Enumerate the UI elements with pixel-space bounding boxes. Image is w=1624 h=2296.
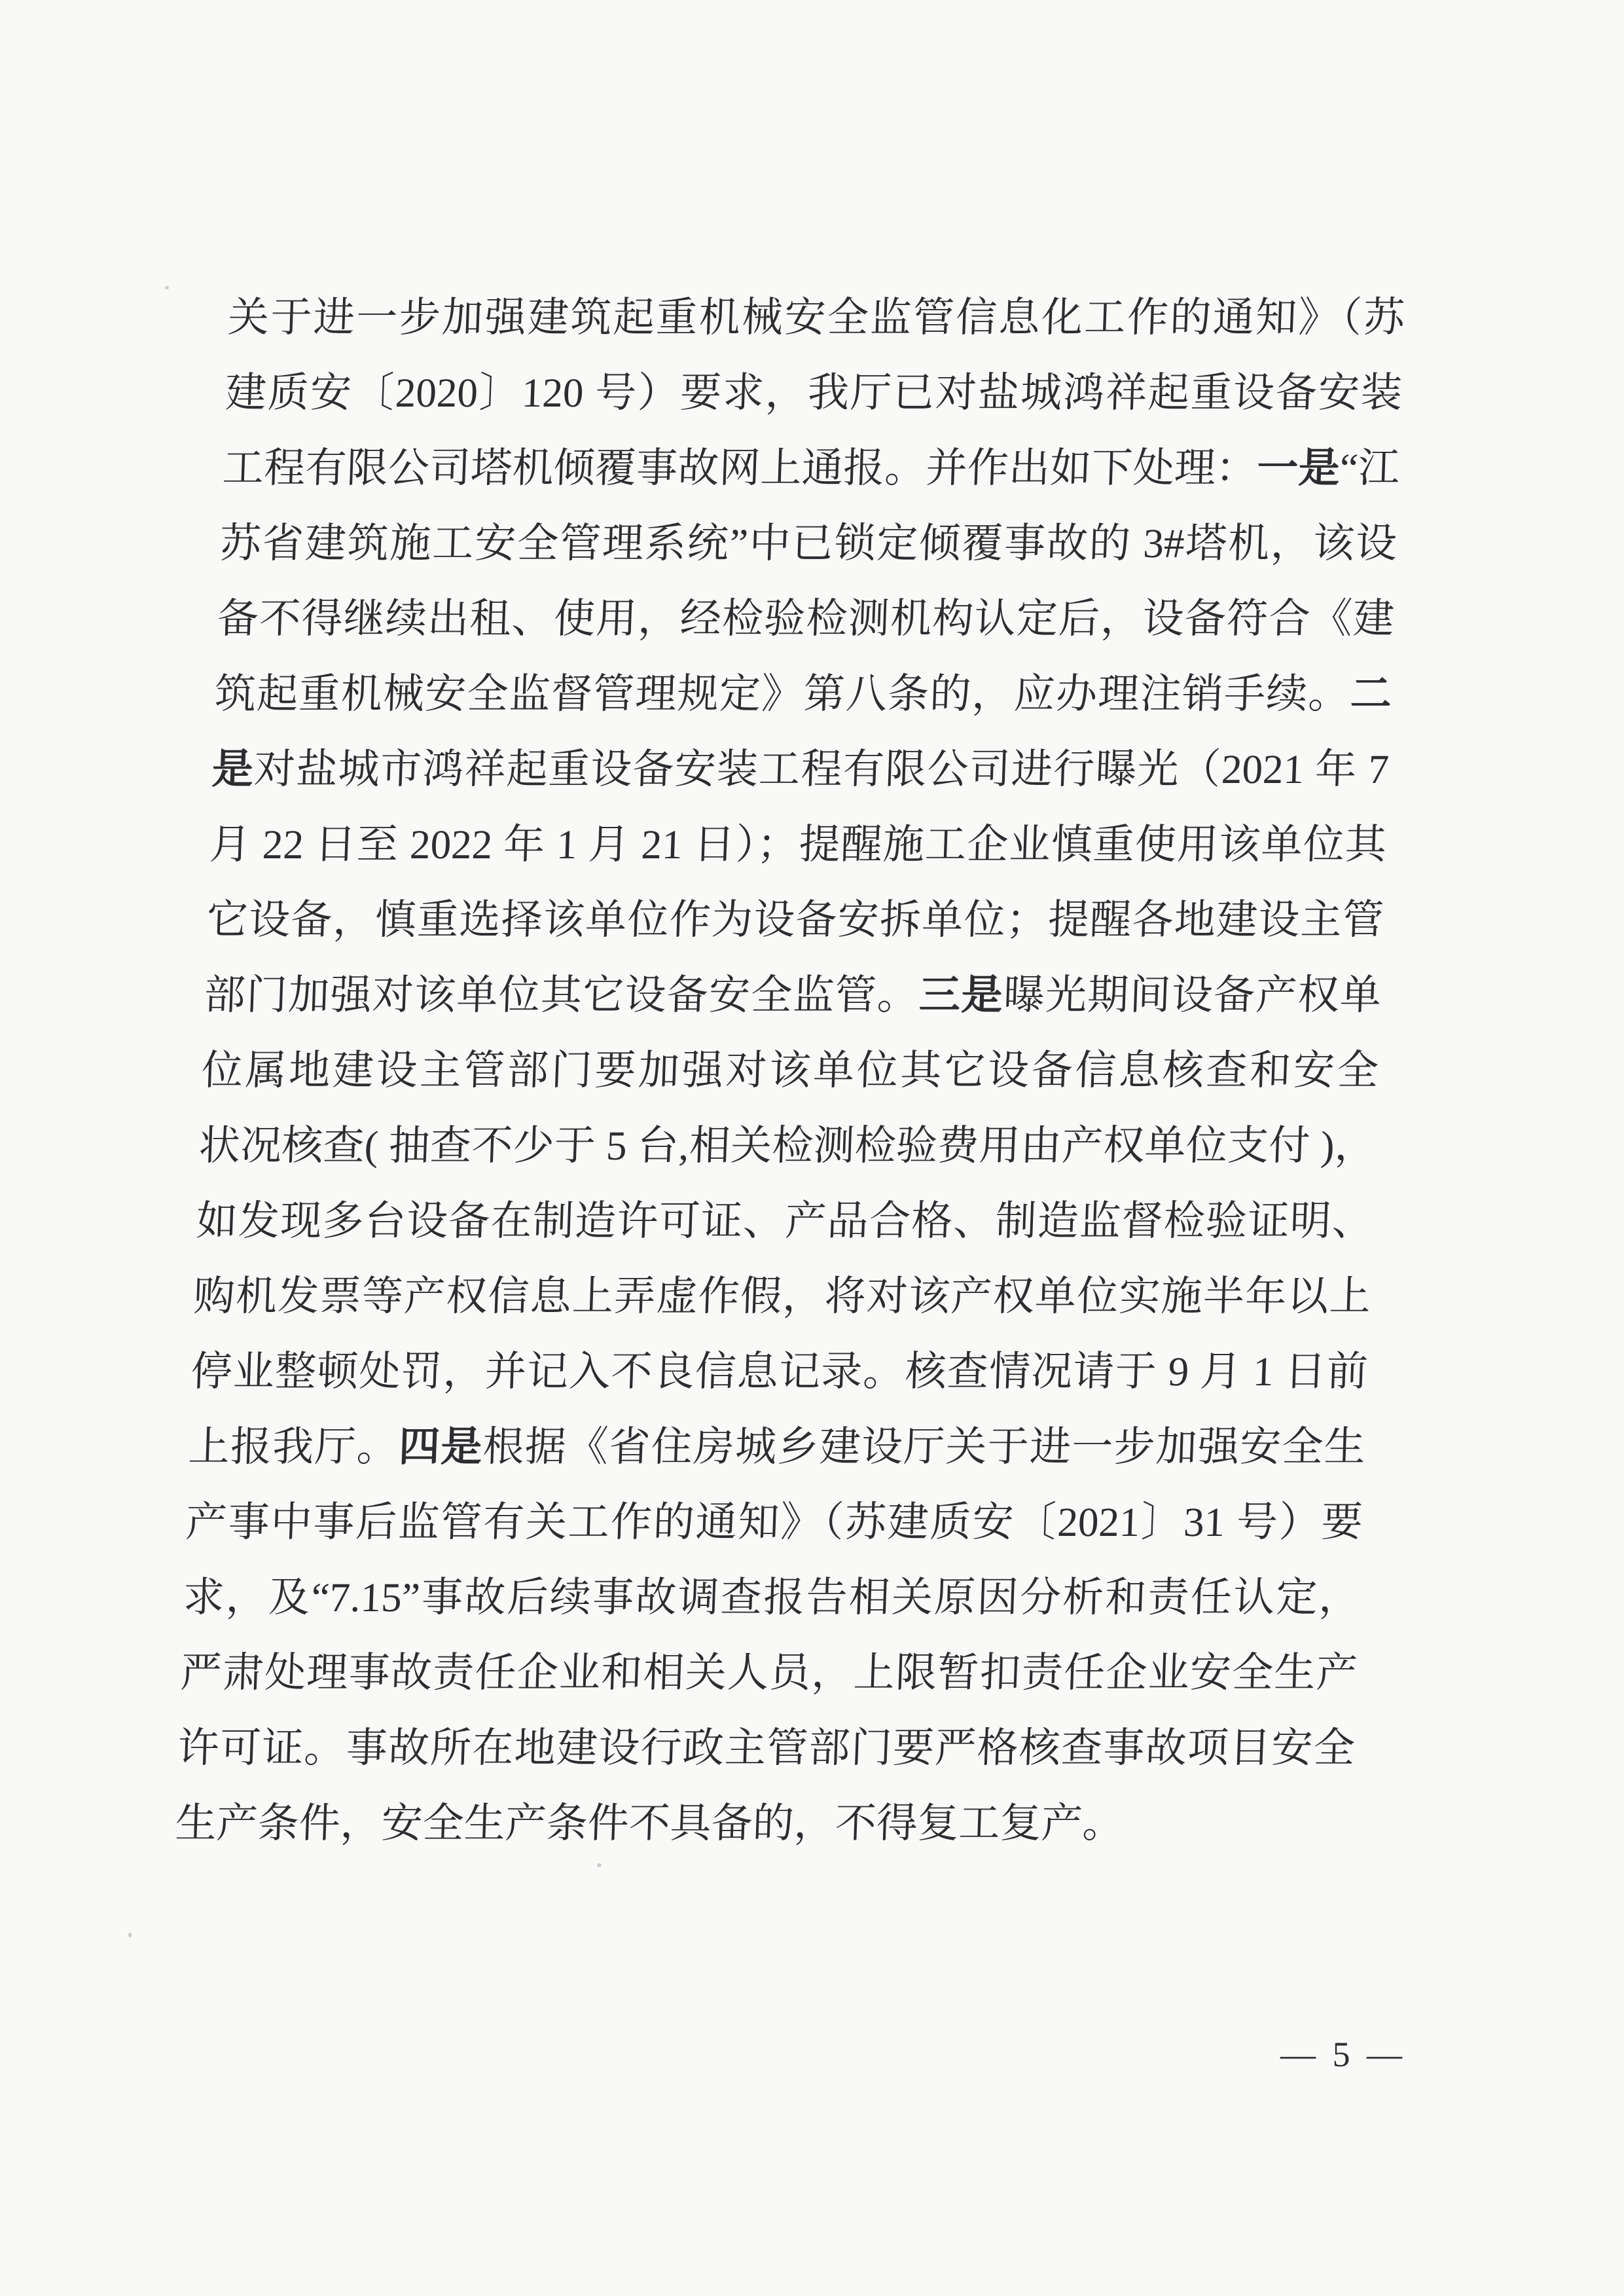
body-text: 关于进一步加强建筑起重机械安全监管信息化工作的通知》（苏 <box>226 295 1406 340</box>
emphasis-text: 是 <box>211 746 255 792</box>
body-text: 购机发票等产权信息上弄虚作假，将对该产权单位实施半年以上 <box>192 1273 1372 1319</box>
text-line <box>219 506 1398 581</box>
body-text: 苏省建筑施工安全管理系统”中已锁定倾覆事故的 3#塔机，该设 <box>219 520 1398 566</box>
text-line <box>190 1334 1369 1410</box>
text-line <box>216 581 1396 657</box>
body-text: 上报我厅。 <box>187 1424 400 1470</box>
body-text: 根据《省住房城乡建设厅关于进一步加强安全生 <box>482 1424 1367 1470</box>
body-text: 严肃处理事故责任企业和相关人员，上限暂扣责任企业安全生产 <box>179 1650 1358 1696</box>
document-body <box>174 280 1406 1861</box>
text-line <box>206 883 1385 958</box>
page-number: — 5 — <box>1280 2035 1406 2074</box>
body-text: 备不得继续出租、使用，经检验检测机构认定后，设备符合《建 <box>216 596 1396 642</box>
text-line <box>198 1108 1377 1184</box>
body-text: 曝光期间设备产权单 <box>1002 972 1382 1018</box>
emphasis-text: 二 <box>1349 671 1393 717</box>
text-line <box>195 1184 1375 1259</box>
text-line <box>200 1033 1380 1108</box>
text-line <box>208 807 1388 883</box>
text-line <box>211 732 1390 807</box>
text-line <box>187 1410 1367 1485</box>
body-text: 部门加强对该单位其它设备安全监管。 <box>203 972 920 1018</box>
body-text: 月 22 日至 2022 年 1 月 21 日）；提醒施工企业慎重使用该单位其 <box>208 822 1388 867</box>
body-text: 对盐城市鸿祥起重设备安装工程有限公司进行曝光（2021 年 7 <box>253 746 1390 792</box>
body-text: 位属地建设主管部门要加强对该单位其它设备信息核查和安全 <box>200 1048 1380 1093</box>
scan-speck <box>597 1863 602 1867</box>
text-line <box>179 1635 1359 1711</box>
body-text: 筑起重机械安全监督管理规定》第八条的，应办理注销手续。 <box>213 671 1352 717</box>
text-line <box>221 431 1401 506</box>
document-lines <box>174 280 1406 1861</box>
body-text: 产事中事后监管有关工作的通知》（苏建质安〔2021〕31 号）要 <box>185 1499 1363 1545</box>
text-line <box>203 958 1382 1033</box>
body-text: 许可证。事故所在地建设行政主管部门要严格核查事故项目安全 <box>177 1725 1356 1771</box>
text-line <box>226 280 1406 355</box>
text-line <box>174 1786 1354 1861</box>
emphasis-text: 四是 <box>397 1424 484 1470</box>
body-text: 生产条件，安全生产条件不具备的，不得复工复产。 <box>174 1800 1125 1846</box>
text-line <box>182 1560 1362 1635</box>
scan-speck <box>128 1933 132 1937</box>
text-line <box>224 355 1403 431</box>
text-line <box>185 1485 1364 1560</box>
emphasis-text: 一是 <box>1256 445 1341 491</box>
emphasis-text: 三是 <box>918 972 1005 1018</box>
scan-speck <box>165 286 169 289</box>
body-text: 建质安〔2020〕120 号）要求，我厅已对盐城鸿祥起重设备安装 <box>224 370 1403 416</box>
body-text: 如发现多台设备在制造许可证、产品合格、制造监督检验证明、 <box>195 1198 1375 1244</box>
body-text: 停业整顿处罚，并记入不良信息记录。核查情况请于 9 月 1 日前 <box>190 1349 1369 1394</box>
body-text: 状况核查( 抽查不少于 5 台,相关检测检验费用由产权单位支付 )， <box>198 1123 1377 1169</box>
body-text: 它设备，慎重选择该单位作为设备安拆单位；提醒各地建设主管 <box>206 897 1385 943</box>
body-text: “江 <box>1339 445 1401 491</box>
body-text: 求，及“7.15”事故后续事故调查报告相关原因分析和责任认定， <box>182 1575 1361 1620</box>
body-text: 工程有限公司塔机倾覆事故网上通报。并作出如下处理： <box>221 445 1258 491</box>
text-line <box>213 657 1393 732</box>
text-line <box>177 1711 1356 1786</box>
text-line <box>192 1259 1372 1334</box>
